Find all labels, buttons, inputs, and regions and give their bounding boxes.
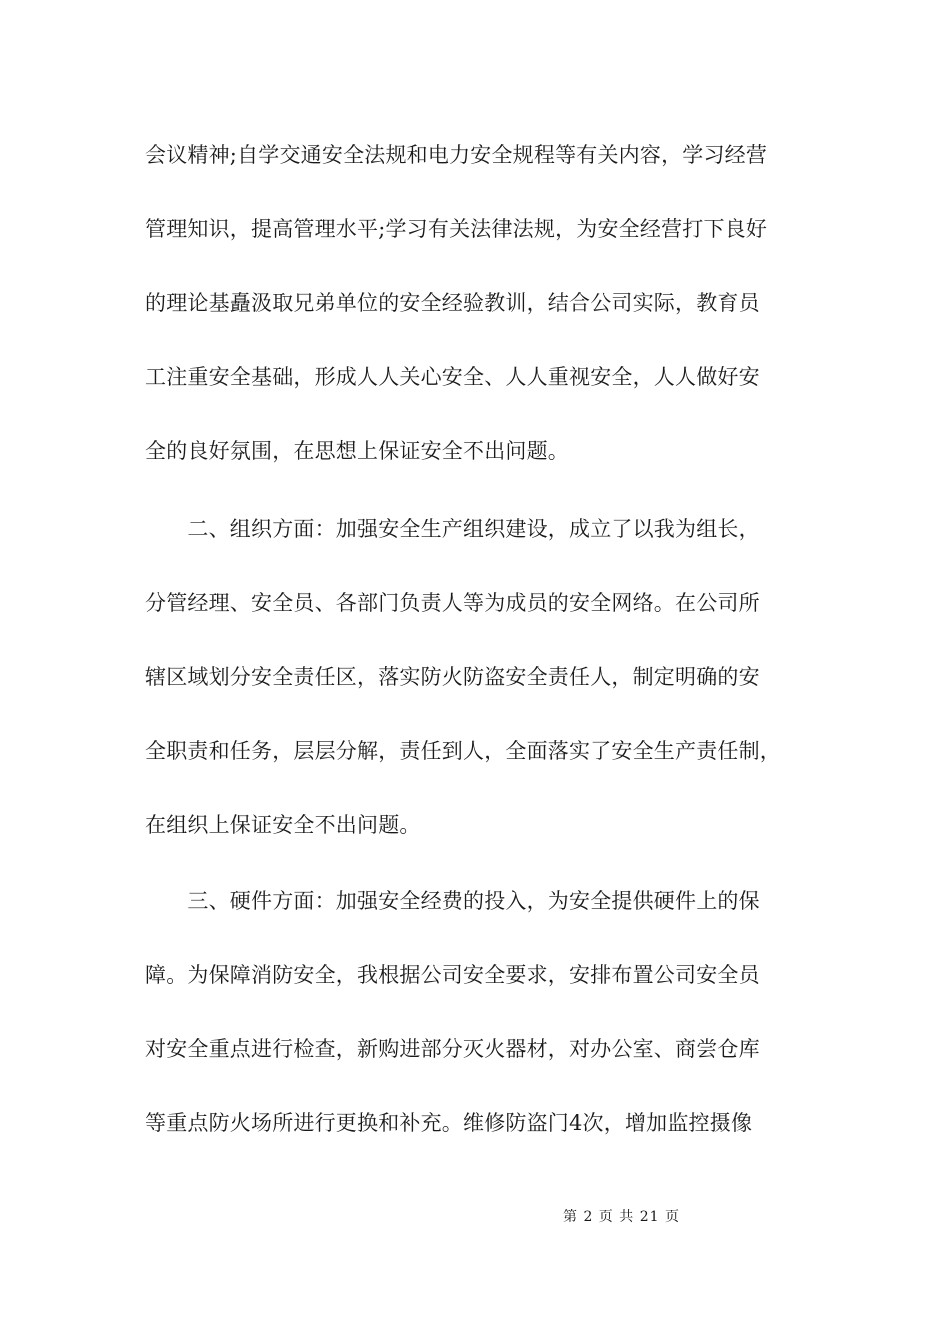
body-text-line: 等重点防火场所进行更换和补充。维修防盗门4次，增加监控摄像: [145, 1111, 753, 1135]
page-number-label: 第 2 页 共 21 页: [563, 1209, 680, 1225]
body-text-line: 对安全重点进行检查，新购进部分灭火器材，对办公室、商尝仓库: [145, 1037, 760, 1061]
body-text-line: 在组织上保证安全不出问题。: [145, 813, 421, 837]
section-2-heading-line: 二、组织方面：加强安全生产组织建设，成立了以我为组长，: [145, 517, 760, 541]
body-text-line: 分管经理、安全员、各部门负责人等为成员的安全网络。在公司所: [145, 591, 760, 615]
body-text-line: 会议精神;自学交通安全法规和电力安全规程等有关内容，学习经营: [145, 143, 768, 167]
body-text-line: 辖区域划分安全责任区，落实防火防盗安全责任人，制定明确的安: [145, 665, 760, 689]
body-text-line: 障。为保障消防安全，我根据公司安全要求，安排布置公司安全员: [145, 963, 760, 987]
body-text-line: 工注重安全基础，形成人人关心安全、人人重视安全，人人做好安: [145, 365, 760, 389]
body-text-line: 全职责和任务，层层分解，责任到人，全面落实了安全生产责任制，: [145, 739, 781, 763]
body-text-line: 的理论基矗汲取兄弟单位的安全经验教训，结合公司实际，教育员: [145, 291, 760, 315]
section-3-heading-line: 三、硬件方面：加强安全经费的投入，为安全提供硬件上的保: [145, 889, 760, 913]
body-text-line: 全的良好氛围，在思想上保证安全不出问题。: [145, 439, 569, 463]
body-text-line: 管理知识，提高管理水平;学习有关法律法规，为安全经营打下良好: [145, 217, 768, 241]
